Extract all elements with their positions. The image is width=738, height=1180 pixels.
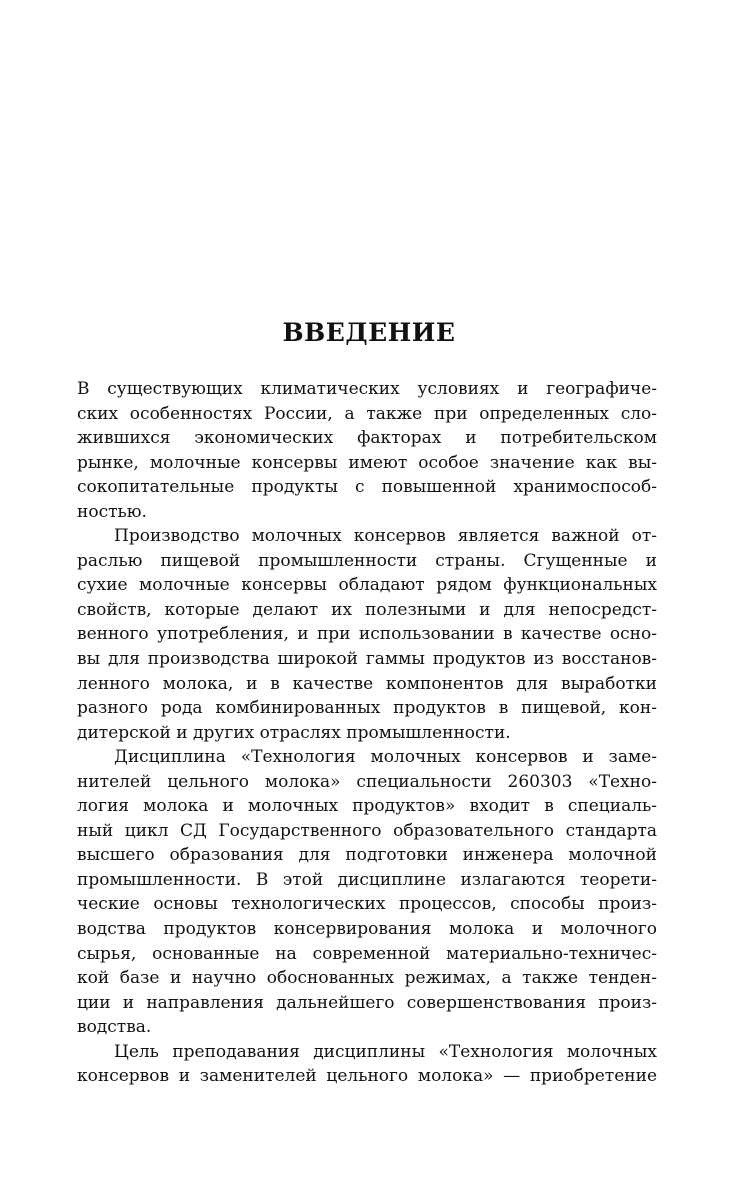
- text-line: сокопитательные продукты с повышенной хранимоспособ-: [77, 477, 657, 498]
- text-line: водства продуктов консервирования молока и молочного: [77, 919, 657, 940]
- text-line: венного употребления, и при использовании в качестве осно-: [77, 624, 657, 645]
- text-line: промышленности. В этой дисциплине излагаются теорети-: [77, 869, 657, 890]
- text-line: свойств, которые делают их полезными и для непосредст-: [77, 599, 657, 620]
- text-line: Цель преподавания дисциплины «Технология молочных: [114, 1041, 657, 1062]
- text-line: нителей цельного молока» специальности 260303 «Техно-: [77, 771, 657, 792]
- text-line: В существующих климатических условиях и географиче-: [77, 379, 657, 399]
- body-text: [77, 377, 657, 1089]
- text-line: ный цикл СД Государственного образовательного стандарта: [77, 820, 657, 841]
- text-line: раслью пищевой промышленности страны. Сгущенные и: [77, 550, 657, 571]
- text-line: водства.: [77, 1017, 152, 1038]
- paragraph: [77, 524, 657, 745]
- paragraph: [77, 745, 657, 1040]
- text-line: рынке, молочные консервы имеют особое значение как вы-: [77, 452, 657, 473]
- text-line: вы для производства широкой гаммы продуктов из восстанов-: [77, 649, 657, 670]
- text-line: разного рода комбинированных продуктов в пищевой, кон-: [77, 698, 657, 719]
- paragraph: [77, 377, 657, 524]
- text-line: ческие основы технологических процессов, способы произ-: [77, 894, 657, 915]
- text-line: ленного молока, и в качестве компонентов для выработки: [77, 673, 657, 694]
- text-line: сырья, основанные на современной материально-техничес-: [77, 943, 657, 964]
- text-line: консервов и заменителей цельного молока» — приобретение: [77, 1066, 657, 1087]
- text-line: сухие молочные консервы обладают рядом функциональных: [77, 575, 657, 596]
- text-line: ских особенностях России, а также при определенных сло-: [77, 403, 657, 424]
- text-line: логия молока и молочных продуктов» входит в специаль-: [77, 796, 657, 817]
- text-line: дитерской и других отраслях промышленности.: [77, 722, 511, 743]
- text-line: высшего образования для подготовки инженера молочной: [77, 845, 657, 866]
- text-line: Производство молочных консервов является важной от-: [114, 526, 657, 547]
- text-line: Дисциплина «Технология молочных консервов и заме-: [114, 747, 657, 768]
- text-line: кой базе и научно обоснованных режимах, а также тенден-: [77, 968, 657, 989]
- chapter-title: ВВЕДЕНИЕ: [282, 318, 456, 347]
- paragraph: [77, 1040, 657, 1089]
- text-line: ностью.: [77, 501, 147, 522]
- text-line: жившихся экономических факторах и потребительском: [77, 428, 657, 449]
- text-line: ции и направления дальнейшего совершенствования произ-: [77, 992, 657, 1013]
